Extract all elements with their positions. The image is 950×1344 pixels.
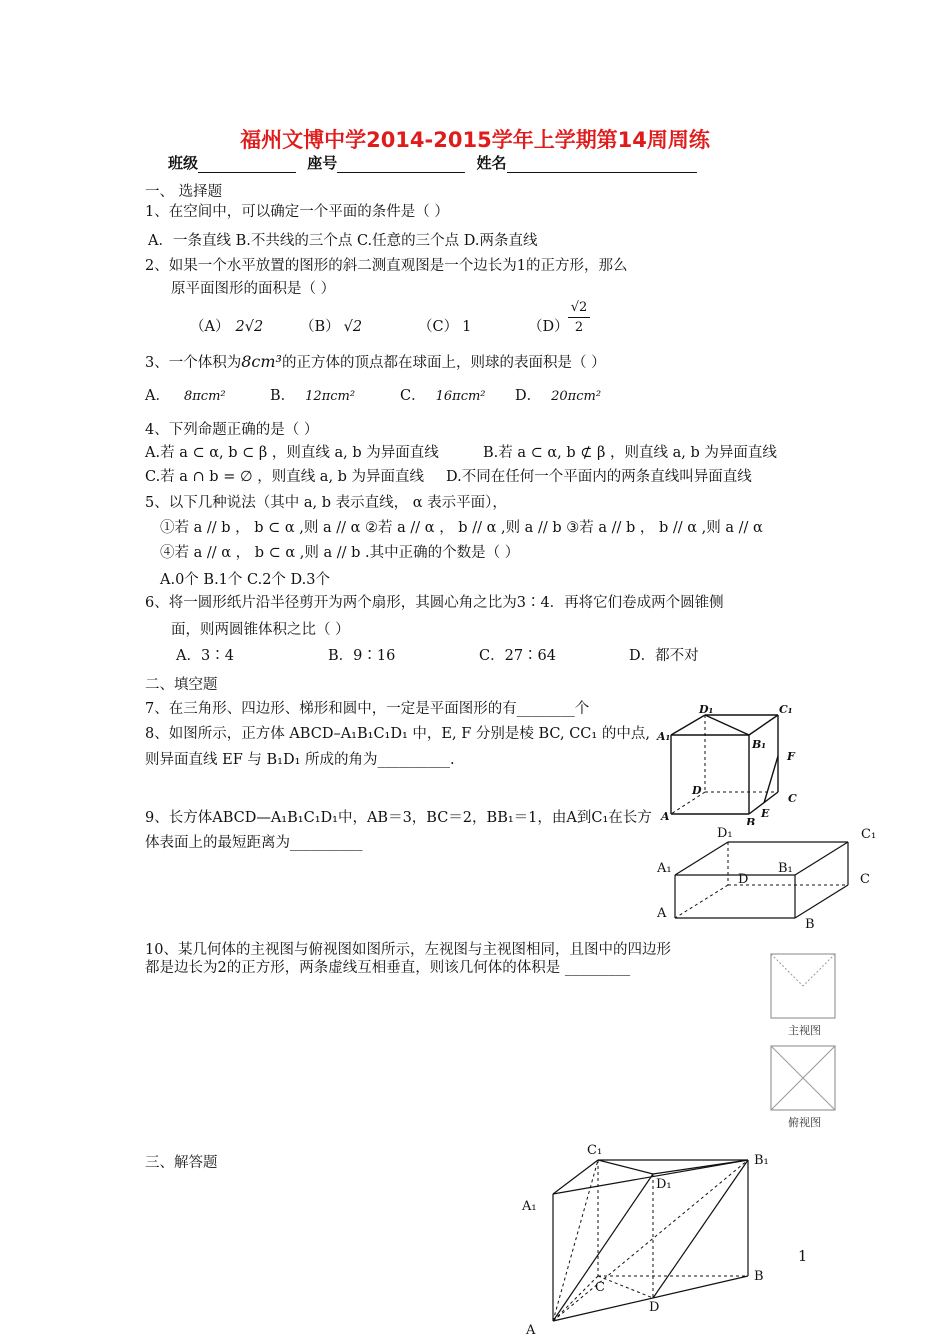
page-title: 福州文博中学2014-2015学年上学期第14周周练 — [240, 128, 710, 152]
cube-label-C1: C₁ — [779, 703, 793, 716]
box-label-A1: A₁ — [657, 861, 672, 876]
cube-label-A1: A₁ — [657, 730, 671, 743]
question-1: 1、在空间中，可以确定一个平面的条件是（ ） — [145, 204, 449, 220]
q3-option-a: A． 8πcm² — [145, 388, 226, 404]
prism-label-A1: A₁ — [522, 1199, 537, 1214]
prism-label-C: C — [595, 1280, 605, 1295]
question-3: 3、一个体积为8cm³的正方体的顶点都在球面上，则球的表面积是（ ） — [145, 352, 606, 371]
q5-statements-1: ①若 a // b ， b ⊂ α ,则 a // α ②若 a // α ， b // α ,则 a // b ③若 a // b ， b // α ,则 a // α — [160, 520, 763, 536]
section-answer: 三、解答题 — [145, 1155, 218, 1171]
prism-label-A: A — [526, 1323, 536, 1338]
class-label: 班级 — [168, 154, 199, 172]
question-9-line1: 9、长方体ABCD—A₁B₁C₁D₁中，AB＝3，BC＝2，BB₁＝1，由A到C₁在长方 — [145, 810, 652, 826]
question-2-line2: 原平面图形的面积是（ ） — [171, 281, 336, 297]
cube-label-E: E — [761, 807, 770, 820]
name-field[interactable] — [507, 158, 697, 173]
question-8-line2: 则异面直线 EF 与 B₁D₁ 所成的角为__________. — [145, 752, 455, 768]
page-number: 1 — [798, 1249, 808, 1265]
q4-option-c: C.若 a ∩ b = ∅ ，则直线 a, b 为异面直线 — [145, 469, 425, 485]
box-label-B1: B₁ — [778, 861, 793, 876]
student-info-row — [168, 152, 697, 173]
box-label-C: C — [860, 872, 870, 887]
q2-option-d: （D） — [528, 319, 569, 335]
q5-options: A.0个 B.1个 C.2个 D.3个 — [160, 572, 330, 588]
question-4: 4、下列命题正确的是（ ） — [145, 422, 319, 438]
class-field[interactable] — [198, 158, 296, 173]
box-label-D1: D₁ — [717, 826, 733, 841]
question-1-options: A．一条直线 B.不共线的三个点 C.任意的三个点 D.两条直线 — [148, 233, 538, 249]
prism-label-C1: C₁ — [587, 1143, 603, 1158]
cube-label-F: F — [787, 750, 795, 763]
q4-option-a: A.若 a ⊂ α, b ⊂ β ，则直线 a, b 为异面直线 — [145, 445, 439, 461]
prism-label-B1: B₁ — [754, 1153, 769, 1168]
cube-label-B1: B₁ — [752, 738, 767, 751]
three-view-figure — [765, 950, 845, 1135]
question-9-line2: 体表面上的最短距离为__________ — [145, 835, 363, 851]
question-6-line2: 面，则两圆锥体积之比（ ） — [171, 622, 350, 638]
front-view-caption: 主视图 — [788, 1024, 821, 1037]
prism-label-D1: D₁ — [656, 1177, 672, 1192]
box-figure — [650, 820, 890, 932]
top-view-caption: 俯视图 — [788, 1116, 821, 1129]
box-label-C1: C₁ — [861, 827, 877, 842]
question-2-line1: 2、如果一个水平放置的图形的斜二测直观图是一个边长为1的正方形，那么 — [145, 258, 628, 274]
q2-option-d-fraction: √2 2 — [568, 299, 590, 338]
section-choice: 一、 选择题 — [145, 184, 223, 200]
cube-label-D: D — [692, 784, 702, 797]
q3-option-d: D． 20πcm² — [515, 388, 602, 404]
q2-option-a: （A） 2√2 — [190, 319, 264, 335]
section-fill: 二、填空题 — [145, 677, 218, 693]
q3-option-c: C． 16πcm² — [400, 388, 486, 404]
question-10-line1: 10、某几何体的主视图与俯视图如图所示，左视图与主视图相同，且图中的四边形 — [145, 942, 671, 958]
q5-statements-2: ④若 a // α ， b ⊂ α ,则 a // b .其中正确的个数是（ ） — [160, 545, 520, 561]
q6-option-a: A．3∶4 — [176, 648, 234, 664]
cube-label-C: C — [788, 792, 797, 805]
box-label-A: A — [657, 906, 667, 921]
seat-field[interactable] — [337, 158, 465, 173]
prism-label-B: B — [754, 1269, 764, 1284]
name-label: 姓名 — [476, 154, 507, 172]
q2-option-c: （C） 1 — [418, 319, 472, 335]
q3-option-b: B． 12πcm² — [270, 388, 356, 404]
box-label-B: B — [805, 917, 815, 932]
q4-option-b: B.若 a ⊂ α, b ⊄ β ，则直线 a, b 为异面直线 — [483, 445, 777, 461]
q6-option-c: C．27∶64 — [479, 648, 556, 664]
q2-option-b: （B） √2 — [300, 319, 363, 335]
cube-label-B: B — [746, 816, 756, 825]
q4-option-d: D.不同在任何一个平面内的两条直线叫异面直线 — [446, 469, 752, 485]
question-7: 7、在三角形、四边形、梯形和圆中，一定是平面图形的有________个 — [145, 701, 590, 717]
cube-label-A: A — [661, 810, 670, 823]
question-10-line2: 都是边长为2的正方形，两条虚线互相垂直，则该几何体的体积是 _________ — [145, 960, 631, 976]
cube-figure — [655, 700, 805, 825]
q6-option-b: B．9∶16 — [328, 648, 396, 664]
prism-figure — [515, 1138, 785, 1340]
box-label-D: D — [738, 872, 749, 887]
seat-label: 座号 — [307, 154, 338, 172]
q6-option-d: D．都不对 — [629, 648, 699, 664]
question-6-line1: 6、将一圆形纸片沿半径剪开为两个扇形，其圆心角之比为3∶4．再将它们卷成两个圆锥侧 — [145, 595, 724, 611]
question-8-line1: 8、如图所示，正方体 ABCD–A₁B₁C₁D₁ 中，E, F 分别是棱 BC, CC₁ 的中点, — [145, 726, 650, 742]
cube-label-D1: D₁ — [699, 703, 714, 716]
question-5: 5、以下几种说法（其中 a, b 表示直线， α 表示平面）， — [145, 495, 507, 511]
prism-label-D: D — [649, 1300, 660, 1315]
